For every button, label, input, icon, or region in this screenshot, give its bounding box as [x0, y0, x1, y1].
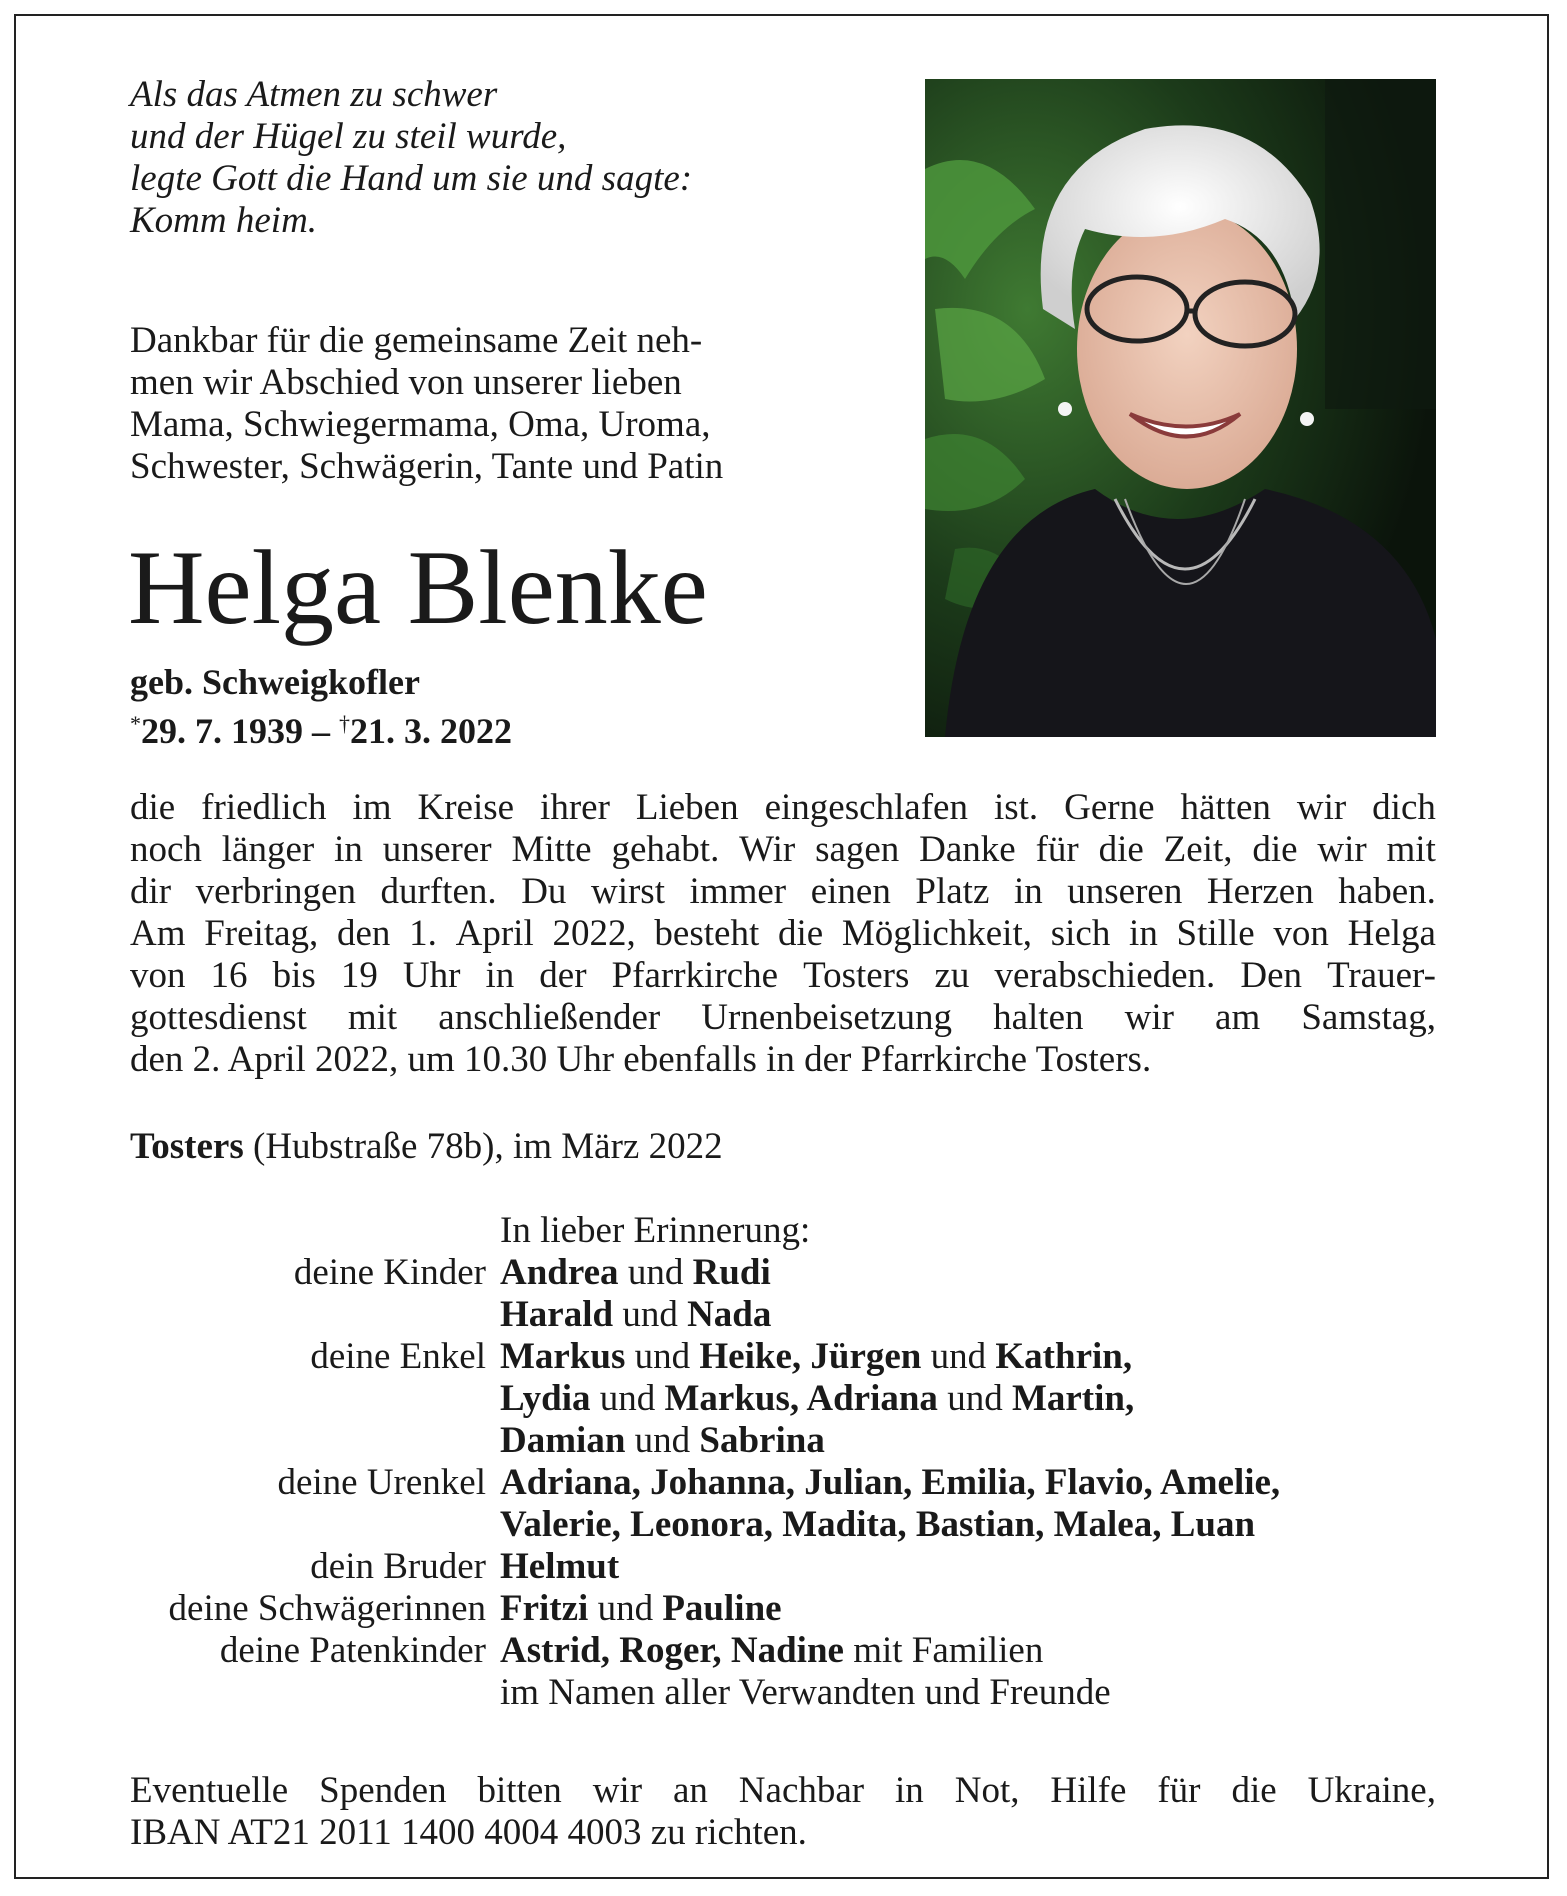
death-date: 21. 3. 2022 — [350, 711, 512, 751]
place-and-date — [130, 1126, 723, 1168]
mourner-names: Markus und Heike, Jürgen und Kathrin, — [500, 1336, 1133, 1377]
mourner-row — [130, 1630, 1280, 1672]
body-line: noch länger in unserer Mitte gehabt. Wir sagen Danke für die Zeit, die wir mit — [130, 829, 1436, 870]
address-date: (Hubstraße 78b), im März 2022 — [243, 1126, 723, 1167]
birth-date: 29. 7. 1939 — [141, 711, 303, 751]
relation-label: deine Kinder — [293, 1252, 486, 1293]
maiden-name: geb. Schweigkofler — [130, 662, 420, 702]
mourner-row — [130, 1378, 1280, 1420]
donation-line: Eventuelle Spenden bitten wir an Nachbar in Not, Hilfe für die Ukraine, — [130, 1770, 1436, 1811]
relation-label — [130, 1378, 500, 1420]
relation-label — [130, 1672, 500, 1714]
intro-line: Dankbar für die gemeinsame Zeit neh- — [130, 320, 703, 361]
intro-line: men wir Abschied von unserer lieben — [130, 362, 682, 403]
donation-line: IBAN AT21 2011 1400 4004 4003 zu richten. — [130, 1812, 807, 1853]
relation-label: dein Bruder — [310, 1546, 486, 1587]
mourner-names: Astrid, Roger, Nadine mit Familien — [500, 1630, 1044, 1671]
mourner-row — [130, 1420, 1280, 1462]
donation-note — [130, 1770, 1436, 1854]
mourners-heading-row — [130, 1210, 1280, 1252]
mourner-names: Harald und Nada — [500, 1294, 772, 1335]
deceased-name: Helga Blenke — [128, 529, 708, 646]
portrait-photo — [925, 79, 1436, 737]
intro-line: Schwester, Schwägerin, Tante und Patin — [130, 446, 724, 487]
body-line: Am Freitag, den 1. April 2022, besteht die Möglichkeit, sich in Stille von Helga — [130, 913, 1436, 954]
mourners-list — [130, 1210, 1280, 1714]
intro-line: Mama, Schwiegermama, Oma, Uroma, — [130, 404, 711, 445]
relation-label: deine Schwägerinnen — [168, 1588, 486, 1629]
mourners-heading: In lieber Erinnerung: — [500, 1210, 811, 1251]
verse-line: und der Hügel zu steil wurde, — [130, 116, 567, 157]
mourner-row — [130, 1462, 1280, 1504]
body-line: dir verbringen durften. Du wirst immer einen Platz in unseren Herzen haben. — [130, 871, 1436, 912]
mourner-names: Andrea und Rudi — [500, 1252, 771, 1293]
announcement-body — [130, 787, 1436, 1081]
mourner-names: Damian und Sabrina — [500, 1420, 825, 1461]
death-symbol: † — [339, 711, 350, 736]
relation-label: deine Patenkinder — [219, 1630, 486, 1671]
verse-line: legte Gott die Hand um sie und sagte: — [130, 158, 693, 199]
date-separator: – — [303, 711, 339, 751]
life-dates — [130, 704, 512, 751]
mourner-row — [130, 1588, 1280, 1630]
body-line: die friedlich im Kreise ihrer Lieben eingeschlafen ist. Gerne hätten wir dich — [130, 787, 1436, 828]
verse-line: Als das Atmen zu schwer — [130, 74, 498, 115]
mourner-names: Helmut — [500, 1546, 620, 1587]
mourner-row — [130, 1336, 1280, 1378]
mourner-row — [130, 1546, 1280, 1588]
mourner-row — [130, 1252, 1280, 1294]
mourner-names: Adriana, Johanna, Julian, Emilia, Flavio, Amelie, — [500, 1462, 1281, 1503]
relation-label — [130, 1504, 500, 1546]
mourner-names: Valerie, Leonora, Madita, Bastian, Malea, Luan — [500, 1504, 1256, 1545]
mourner-names: im Namen aller Verwandten und Freunde — [500, 1672, 1111, 1713]
relation-label — [130, 1294, 500, 1336]
mourner-row — [130, 1672, 1280, 1714]
verse-line: Komm heim. — [130, 200, 318, 241]
mourner-row — [130, 1294, 1280, 1336]
intro-paragraph — [130, 320, 810, 488]
relation-label — [130, 1420, 500, 1462]
body-line: gottesdienst mit anschließender Urnenbeisetzung halten wir am Samstag, — [130, 997, 1436, 1038]
body-line: den 2. April 2022, um 10.30 Uhr ebenfalls in der Pfarrkirche Tosters. — [130, 1039, 1152, 1080]
relation-label: deine Urenkel — [277, 1462, 486, 1503]
relation-label: deine Enkel — [310, 1336, 486, 1377]
memorial-verse — [130, 74, 692, 242]
town-name: Tosters — [130, 1126, 244, 1167]
body-line: von 16 bis 19 Uhr in der Pfarrkirche Tosters zu verabschieden. Den Trauer- — [130, 955, 1436, 996]
mourner-names: Fritzi und Pauline — [500, 1588, 782, 1629]
mourner-row — [130, 1504, 1280, 1546]
mourner-names: Lydia und Markus, Adriana und Martin, — [500, 1378, 1135, 1419]
birth-symbol: * — [130, 711, 141, 736]
